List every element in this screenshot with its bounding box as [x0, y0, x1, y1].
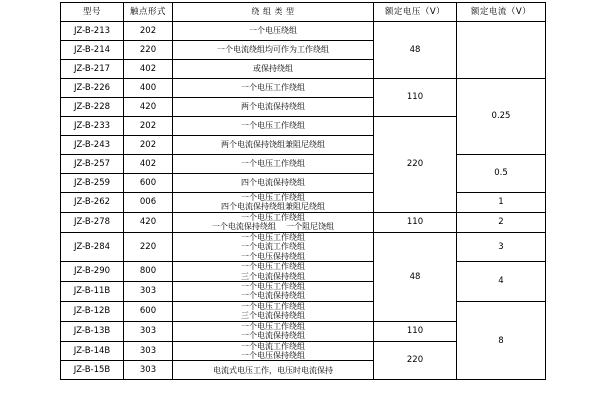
- cell-contact-form: 600: [124, 301, 173, 321]
- winding-line: 一个电压保持绕组: [241, 251, 305, 261]
- cell-contact-form: 303: [124, 361, 173, 380]
- winding-line: 一个电压工作绕组: [241, 83, 305, 93]
- cell-model: JZ-B-228: [61, 98, 124, 117]
- cell-winding-type: [173, 341, 374, 361]
- cell-winding-type: [173, 212, 374, 232]
- cell-rated-current: 1: [457, 193, 546, 213]
- cell-rated-current: 2: [457, 212, 546, 232]
- column-header-contact: 触点形式: [124, 3, 173, 22]
- cell-model: JZ-B-262: [61, 193, 124, 213]
- cell-rated-voltage: 220: [374, 341, 457, 380]
- cell-rated-voltage: 110: [374, 79, 457, 117]
- table-row: [61, 193, 546, 213]
- winding-line: 一个电压绕组: [249, 26, 297, 36]
- cell-model: JZ-B-213: [61, 22, 124, 41]
- winding-line: 一个电流绕组均可作为工作绕组: [217, 45, 329, 55]
- cell-rated-voltage: 48: [374, 232, 457, 321]
- cell-winding-type: [173, 136, 374, 155]
- cell-contact-form: 303: [124, 321, 173, 341]
- cell-model: JZ-B-14B: [61, 341, 124, 361]
- cell-contact-form: 420: [124, 212, 173, 232]
- cell-rated-current: 3: [457, 232, 546, 261]
- table-body: [61, 22, 546, 380]
- table-row: [61, 79, 546, 98]
- cell-contact-form: 303: [124, 341, 173, 361]
- column-header-winding: 绕 组 类 型: [173, 3, 374, 22]
- cell-rated-voltage: 110: [374, 321, 457, 341]
- cell-model: JZ-B-257: [61, 155, 124, 174]
- winding-line: 一个电压工作绕组: [241, 321, 305, 331]
- winding-line: 四个电流保持绕组兼阻尼绕组: [221, 202, 325, 212]
- cell-winding-type: [173, 281, 374, 301]
- cell-winding-type: [173, 117, 374, 136]
- cell-contact-form: 800: [124, 262, 173, 282]
- winding-line: 一个电压工作绕组: [241, 281, 305, 291]
- column-header-current: 额定电流（V）: [457, 3, 546, 22]
- cell-winding-type: [173, 193, 374, 213]
- winding-line: 一个电压工作绕组: [241, 212, 305, 222]
- winding-line: 一个电压工作绕组: [241, 232, 305, 242]
- cell-model: JZ-B-233: [61, 117, 124, 136]
- winding-line: 三个电流保持绕组: [241, 311, 305, 321]
- cell-winding-type: [173, 22, 374, 41]
- winding-line: 电流式电压工作，电压时电流保持: [213, 365, 333, 375]
- cell-contact-form: 220: [124, 232, 173, 261]
- cell-winding-type: [173, 79, 374, 98]
- cell-winding-type: [173, 174, 374, 193]
- column-header-model: 型号: [61, 3, 124, 22]
- cell-winding-type: [173, 301, 374, 321]
- cell-model: JZ-B-15B: [61, 361, 124, 380]
- cell-winding-type: [173, 41, 374, 60]
- table-row: [61, 262, 546, 282]
- winding-line: 一个电流保持绕组: [241, 291, 305, 301]
- cell-model: JZ-B-12B: [61, 301, 124, 321]
- specification-table: [60, 2, 546, 380]
- cell-winding-type: [173, 361, 374, 380]
- cell-rated-current: [457, 22, 546, 79]
- cell-model: JZ-B-284: [61, 232, 124, 261]
- cell-model: JZ-B-226: [61, 79, 124, 98]
- cell-contact-form: 402: [124, 155, 173, 174]
- cell-model: JZ-B-243: [61, 136, 124, 155]
- winding-line: 两个电流保持绕组: [241, 102, 305, 112]
- table-header: [61, 3, 546, 22]
- winding-line: 一个电压工作绕组: [241, 262, 305, 272]
- cell-contact-form: 006: [124, 193, 173, 213]
- cell-contact-form: 220: [124, 41, 173, 60]
- winding-line: 一个电压工作绕组: [241, 159, 305, 169]
- winding-line: 一个电压工作绕组: [241, 301, 305, 311]
- winding-line: 一个电压保持绕组: [241, 351, 305, 360]
- winding-line: 一个电流保持绕组: [241, 331, 305, 341]
- cell-model: JZ-B-290: [61, 262, 124, 282]
- table-header-row: [61, 3, 546, 22]
- cell-contact-form: 303: [124, 281, 173, 301]
- winding-line: 一个电流工作绕组: [241, 341, 305, 351]
- winding-line: 或保持绕组: [253, 64, 293, 74]
- winding-line: 一个电流保持绕组 一个阻尼饶组: [211, 222, 335, 232]
- table-row: [61, 232, 546, 261]
- cell-winding-type: [173, 60, 374, 79]
- cell-winding-type: [173, 262, 374, 282]
- cell-model: JZ-B-13B: [61, 321, 124, 341]
- winding-line: 三个电流保持绕组: [241, 271, 305, 281]
- cell-contact-form: 600: [124, 174, 173, 193]
- cell-rated-current: 8: [457, 301, 546, 380]
- cell-contact-form: 202: [124, 136, 173, 155]
- winding-line: 一个电压工作绕组: [241, 121, 305, 131]
- table-row: [61, 212, 546, 232]
- cell-winding-type: [173, 321, 374, 341]
- cell-rated-current: 0.5: [457, 155, 546, 193]
- cell-model: JZ-B-217: [61, 60, 124, 79]
- cell-model: JZ-B-11B: [61, 281, 124, 301]
- cell-model: JZ-B-214: [61, 41, 124, 60]
- cell-winding-type: [173, 98, 374, 117]
- cell-contact-form: 402: [124, 60, 173, 79]
- column-header-voltage: 额定电压（V）: [374, 3, 457, 22]
- cell-contact-form: 202: [124, 22, 173, 41]
- cell-contact-form: 420: [124, 98, 173, 117]
- cell-winding-type: [173, 155, 374, 174]
- cell-rated-voltage: 220: [374, 117, 457, 213]
- document-page: [0, 2, 600, 402]
- winding-line: 四个电流保持绕组: [241, 178, 305, 188]
- cell-rated-current: 4: [457, 262, 546, 302]
- cell-rated-current: 0.25: [457, 79, 546, 155]
- table-row: [61, 22, 546, 41]
- winding-line: 一个电流工作绕组: [241, 242, 305, 252]
- table-row: [61, 155, 546, 174]
- table-row: [61, 301, 546, 321]
- cell-model: JZ-B-259: [61, 174, 124, 193]
- cell-contact-form: 202: [124, 117, 173, 136]
- cell-rated-voltage: 48: [374, 22, 457, 79]
- cell-winding-type: [173, 232, 374, 261]
- winding-line: 两个电流保持饶组兼阻尼绕组: [221, 140, 325, 150]
- cell-contact-form: 400: [124, 79, 173, 98]
- cell-model: JZ-B-278: [61, 212, 124, 232]
- winding-line: 一个电压工作绕组: [241, 193, 305, 202]
- cell-rated-voltage: 110: [374, 212, 457, 232]
